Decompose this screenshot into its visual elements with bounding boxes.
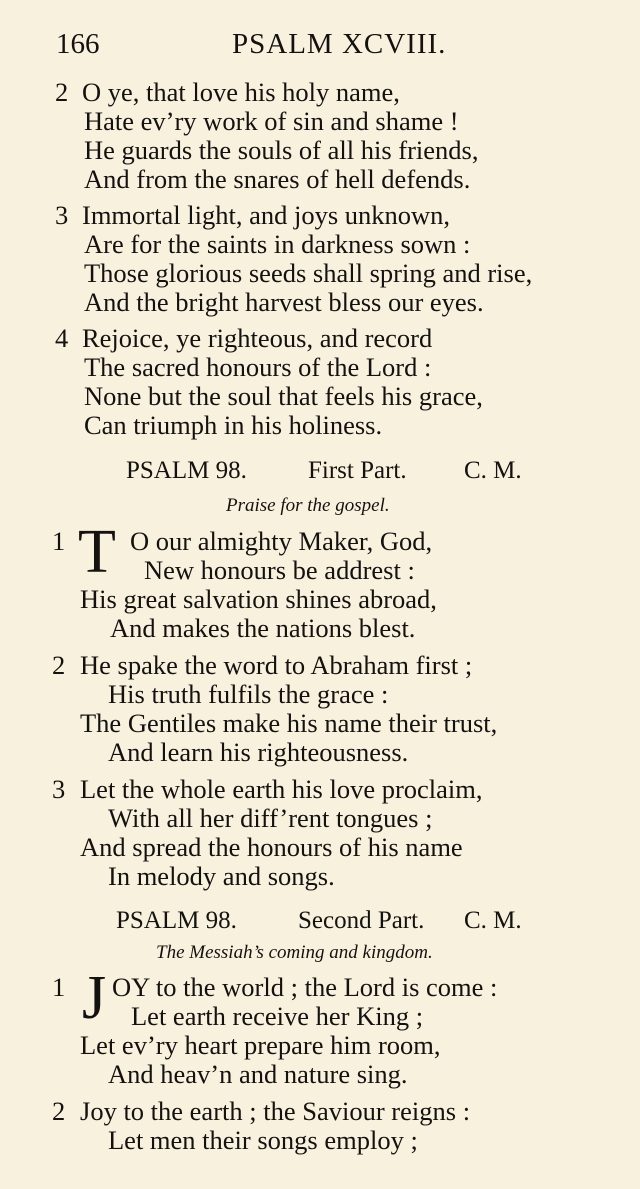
- verse-line: Let men their songs employ ;: [108, 1125, 418, 1155]
- stanza-number: 1: [52, 972, 66, 1002]
- verse-line: O our almighty Maker, God,: [130, 526, 433, 556]
- meter-label: C. M.: [464, 907, 522, 934]
- verse-line: Let ev’ry heart prepare him room,: [80, 1030, 441, 1060]
- verse-line: The Gentiles make his name their trust,: [80, 708, 498, 738]
- verse-line: His truth fulfils the grace :: [108, 679, 389, 709]
- verse-line: Let the whole earth his love proclaim,: [80, 774, 483, 804]
- verse-line: O ye, that love his holy name,: [82, 77, 400, 107]
- psalm-label: PSALM 98.: [116, 907, 237, 934]
- verse-line: OY to the world ; the Lord is come :: [112, 972, 498, 1002]
- stanza-number: 3: [52, 774, 66, 804]
- psalm-subtitle: The Messiah’s coming and kingdom.: [156, 942, 433, 963]
- verse-line: And makes the nations blest.: [110, 613, 416, 643]
- stanza-number: 3: [55, 200, 69, 230]
- stanza-number: 1: [52, 526, 66, 556]
- page-header: [0, 28, 640, 68]
- verse-line: And the bright harvest bless our eyes.: [84, 287, 484, 317]
- verse-line: With all her diff’rent tongues ;: [108, 803, 433, 833]
- meter-label: C. M.: [464, 457, 522, 484]
- stanza-number: 4: [55, 323, 69, 353]
- verse-line: None but the soul that feels his grace,: [84, 381, 483, 411]
- verse-line: Are for the saints in darkness sown :: [84, 229, 471, 259]
- verse-line: Can triumph in his holiness.: [84, 410, 383, 440]
- stanza-number: 2: [52, 650, 66, 680]
- part-label: Second Part.: [298, 907, 425, 934]
- verse-line: Let earth receive her King ;: [131, 1001, 424, 1031]
- verse-line: Rejoice, ye righteous, and record: [82, 323, 433, 353]
- verse-line: New honours be addrest :: [144, 555, 415, 585]
- drop-cap: T: [78, 518, 116, 586]
- verse-line: He guards the souls of all his friends,: [84, 135, 479, 165]
- psalm-subtitle: Praise for the gospel.: [226, 495, 390, 516]
- verse-line: He spake the word to Abraham first ;: [80, 650, 473, 680]
- verse-line: The sacred honours of the Lord :: [84, 352, 432, 382]
- verse-line: Those glorious seeds shall spring and rise,: [84, 258, 533, 288]
- verse-line: Hate ev’ry work of sin and shame !: [84, 106, 459, 136]
- verse-line: Immortal light, and joys unknown,: [82, 200, 451, 230]
- part-label: First Part.: [308, 457, 407, 484]
- verse-line: And heav’n and nature sing.: [108, 1059, 408, 1089]
- verse-line: His great salvation shines abroad,: [80, 584, 437, 614]
- verse-line: And learn his righteousness.: [108, 737, 409, 767]
- stanza-number: 2: [52, 1096, 66, 1126]
- verse-line: And spread the honours of his name: [80, 832, 463, 862]
- page-number: 166: [56, 28, 100, 60]
- verse-line: In melody and songs.: [108, 861, 335, 891]
- drop-cap: J: [82, 964, 107, 1032]
- verse-line: And from the snares of hell defends.: [84, 164, 471, 194]
- verse-line: Joy to the earth ; the Saviour reigns :: [80, 1096, 471, 1126]
- psalm-label: PSALM 98.: [126, 457, 247, 484]
- running-title: PSALM XCVIII.: [232, 28, 447, 60]
- stanza-number: 2: [55, 77, 69, 107]
